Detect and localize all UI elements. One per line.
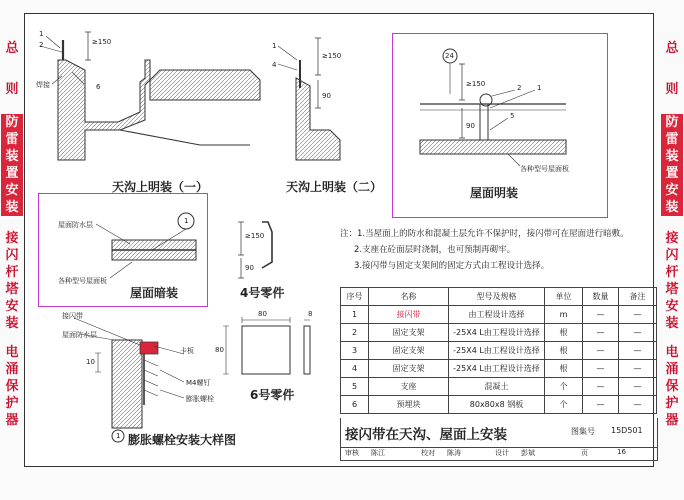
side-char: 电 <box>665 345 679 360</box>
table-cell: m <box>545 306 583 324</box>
d2-dim-b: 90 <box>322 92 331 100</box>
caption-part4: 4号零件 <box>240 286 285 300</box>
d4-circle-number: 1 <box>184 217 189 225</box>
table-cell: — <box>583 324 619 342</box>
d3-callout-2: 2 <box>517 84 522 92</box>
side-char: 防 <box>5 115 19 130</box>
table-row <box>341 360 657 378</box>
p4-dim-b: 90 <box>245 264 254 272</box>
d4-waterproof-label: 屋面防水层 <box>58 221 93 229</box>
d1-callout-2: 2 <box>39 41 44 49</box>
parts-table <box>340 287 657 414</box>
bolt-label-screw: M4螺钉 <box>186 379 211 387</box>
roof-concealed-highlight <box>38 193 208 307</box>
table-cell: — <box>619 324 657 342</box>
caption-part6: 6号零件 <box>250 388 295 402</box>
side-char: 保 <box>5 379 19 394</box>
table-cell: 固定支架 <box>369 360 449 378</box>
sig-review-name: 陈江 <box>371 449 385 457</box>
side-char: 塔 <box>665 282 679 297</box>
table-row <box>341 378 657 396</box>
drawing-title: 接闪带在天沟、屋面上安装 <box>345 427 507 443</box>
bolt-label-strip: 接闪带 <box>62 312 83 320</box>
side-char: 电 <box>5 345 19 360</box>
note-line: 2.支座在砼面层时浇制，也可预制再砌牢。 <box>354 245 516 255</box>
side-char: 装 <box>665 200 679 215</box>
side-char: 总 <box>665 41 679 56</box>
table-cell: 3 <box>341 342 369 360</box>
table-cell: 预埋块 <box>369 396 449 414</box>
table-cell: -25X4 L由工程设计选择 <box>449 360 545 378</box>
table-cell: 支座 <box>369 378 449 396</box>
table-row <box>341 396 657 414</box>
table-cell: — <box>583 342 619 360</box>
table-cell: 2 <box>341 324 369 342</box>
caption-gutter-two: 天沟上明装（二） <box>286 180 383 194</box>
table-cell: 固定支架 <box>369 342 449 360</box>
table-cell: — <box>583 378 619 396</box>
side-char: 雷 <box>5 132 19 147</box>
side-char: 安 <box>665 183 679 198</box>
sig-page-label: 页 <box>581 449 588 457</box>
side-char: 器 <box>665 413 679 428</box>
table-cell: 6 <box>341 396 369 414</box>
side-char: 装 <box>5 316 19 331</box>
header-cell: 型号及规格 <box>449 288 545 306</box>
d3-dim-a: ≥150 <box>466 80 486 88</box>
side-char: 护 <box>665 396 679 411</box>
table-cell: — <box>583 306 619 324</box>
side-char: 总 <box>5 41 19 56</box>
side-char: 接 <box>5 231 19 246</box>
table-cell: 根 <box>545 360 583 378</box>
side-char: 装 <box>665 149 679 164</box>
table-cell: 根 <box>545 324 583 342</box>
d2-callout-1: 1 <box>272 42 277 50</box>
table-cell: — <box>619 396 657 414</box>
p6-dim-c: 80 <box>215 346 224 354</box>
d2-callout-4: 4 <box>272 61 277 69</box>
bolt-dim: 10 <box>86 358 95 366</box>
header-cell: 单位 <box>545 288 583 306</box>
table-cell: 根 <box>545 342 583 360</box>
side-char: 塔 <box>5 282 19 297</box>
header-cell: 序号 <box>341 288 369 306</box>
table-cell: 混凝土 <box>449 378 545 396</box>
atlas-number: 15D501 <box>611 426 643 435</box>
d1-callout-weld: 焊接 <box>36 81 50 89</box>
bolt-label-waterproof: 屋面防水层 <box>62 331 97 339</box>
part6-drawing <box>223 317 310 374</box>
note-line: 注：1.当屋面上的防水和混凝土层允许不保护时，接闪带可在屋面进行暗敷。 <box>340 229 629 239</box>
header-cell: 名称 <box>369 288 449 306</box>
table-cell: 5 <box>341 378 369 396</box>
signature-row <box>340 446 658 461</box>
bolt-label-anchor: 膨胀螺栓 <box>186 395 214 403</box>
side-char: 器 <box>5 413 19 428</box>
d3-callout-1: 1 <box>537 84 542 92</box>
table-cell: -25X4 L由工程设计选择 <box>449 324 545 342</box>
side-char: 装 <box>5 149 19 164</box>
d1-dim: ≥150 <box>92 38 112 46</box>
table-cell: — <box>583 396 619 414</box>
side-char: 护 <box>5 396 19 411</box>
side-char: 杆 <box>665 265 679 280</box>
p6-dim-a: 80 <box>258 310 267 318</box>
table-row <box>341 324 657 342</box>
side-char: 接 <box>665 231 679 246</box>
note-line: 3.接闪带与固定支架间的固定方式由工程设计选择。 <box>354 261 550 271</box>
side-char: 安 <box>665 299 679 314</box>
d3-circle-number: 24 <box>445 52 454 60</box>
sig-check-name: 陈涛 <box>447 449 461 457</box>
sig-design-label: 设计 <box>495 449 509 457</box>
d1-callout-1: 1 <box>39 30 44 38</box>
bolt-circle-number: 1 <box>116 432 121 440</box>
table-cell: — <box>619 342 657 360</box>
sig-check-label: 校对 <box>421 449 435 457</box>
d3-dim-b: 90 <box>466 122 475 130</box>
table-cell: 1 <box>341 306 369 324</box>
side-char: 保 <box>665 379 679 394</box>
table-cell: 个 <box>545 378 583 396</box>
header-cell: 备注 <box>619 288 657 306</box>
side-char: 涌 <box>665 362 679 377</box>
table-cell: -25X4 L由工程设计选择 <box>449 342 545 360</box>
table-cell: 固定支架 <box>369 324 449 342</box>
p4-dim-a: ≥150 <box>245 232 265 240</box>
table-cell: 个 <box>545 396 583 414</box>
notes-block <box>340 226 629 274</box>
d4-roof-label: 各种型号屋面板 <box>58 277 107 285</box>
table-cell: — <box>619 306 657 324</box>
caption-bolt-detail: 膨胀螺栓安装大样图 <box>128 433 237 447</box>
side-char: 则 <box>665 82 679 97</box>
side-char: 安 <box>5 299 19 314</box>
sig-design-name: 彭斌 <box>521 449 535 457</box>
table-cell: 80x80x8 钢板 <box>449 396 545 414</box>
side-char: 杆 <box>5 265 19 280</box>
caption-roof-exposed: 屋面明装 <box>470 186 519 200</box>
d3-callout-5: 5 <box>510 112 515 120</box>
sig-page-number: 16 <box>617 448 626 456</box>
table-cell: 由工程设计选择 <box>449 306 545 324</box>
title-block <box>340 418 658 448</box>
table-cell: 4 <box>341 360 369 378</box>
d2-dim-a: ≥150 <box>322 52 342 60</box>
caption-gutter-one: 天沟上明装（一） <box>112 180 209 194</box>
table-cell: — <box>583 360 619 378</box>
side-char: 则 <box>5 82 19 97</box>
table-cell: — <box>619 378 657 396</box>
side-char: 防 <box>665 115 679 130</box>
side-char: 雷 <box>665 132 679 147</box>
p6-dim-b: 8 <box>308 310 313 318</box>
table-row <box>341 342 657 360</box>
header-cell: 数量 <box>583 288 619 306</box>
part4-drawing <box>238 222 272 278</box>
table-cell: — <box>619 360 657 378</box>
caption-roof-concealed: 屋面暗装 <box>130 286 179 300</box>
side-char: 置 <box>665 166 679 181</box>
side-char: 装 <box>665 316 679 331</box>
table-header <box>341 288 657 306</box>
table-cell: 接闪带 <box>369 306 449 324</box>
gutter-exposed-one-drawing <box>40 32 260 160</box>
bolt-label-clamp: 卡板 <box>180 347 194 355</box>
side-char: 安 <box>5 183 19 198</box>
d3-roof-label: 各种型号屋面板 <box>520 165 569 173</box>
side-char: 涌 <box>5 362 19 377</box>
side-char: 装 <box>5 200 19 215</box>
side-char: 闪 <box>665 248 679 263</box>
table-row <box>341 306 657 324</box>
atlas-label: 图集号 <box>571 427 595 436</box>
side-char: 闪 <box>5 248 19 263</box>
side-char: 置 <box>5 166 19 181</box>
sig-review-label: 审核 <box>345 449 359 457</box>
d1-callout-6: 6 <box>96 83 101 91</box>
